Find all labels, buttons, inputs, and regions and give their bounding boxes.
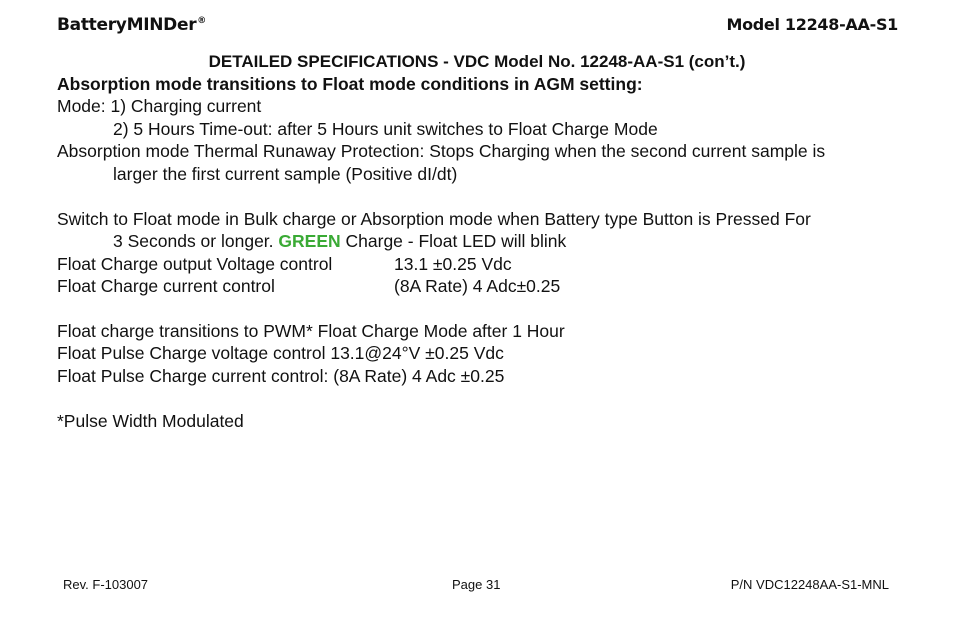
pwm-line: Float charge transitions to PWM* Float Charge Mode after 1 Hour <box>57 321 565 341</box>
page-number: Page 31 <box>452 577 501 592</box>
float-voltage-value: 13.1 ±0.25 Vdc <box>394 254 512 274</box>
page-heading: DETAILED SPECIFICATIONS - VDC Model No. 12248-AA-S1 (con’t.) <box>208 52 746 71</box>
float-voltage-label: Float Charge output Voltage control <box>57 254 333 274</box>
revision-label: Rev. F-103007 <box>63 577 149 592</box>
section-subheading: Absorption mode transitions to Float mode conditions in AGM setting: <box>57 74 643 94</box>
mode-line-2: 2) 5 Hours Time-out: after 5 Hours unit switches to Float Charge Mode <box>113 119 658 139</box>
model-number: Model 12248-AA-S1 <box>726 15 898 34</box>
thermal-line-1: Absorption mode Thermal Runaway Protection: Stops Charging when the second current sample is <box>57 141 826 161</box>
switch-line-1: Switch to Float mode in Bulk charge or Absorption mode when Battery type Button is Pressed For <box>57 209 811 229</box>
green-led-label: GREEN <box>278 231 341 251</box>
pulse-voltage-line: Float Pulse Charge voltage control 13.1@24°V ±0.25 Vdc <box>57 343 504 363</box>
thermal-line-2: larger the first current sample (Positive dI/dt) <box>113 164 458 184</box>
float-current-label: Float Charge current control <box>57 276 275 296</box>
registered-mark: ® <box>197 16 206 27</box>
part-number: P/N VDC12248AA-S1-MNL <box>730 577 889 592</box>
brand-logo <box>57 15 206 35</box>
brand-name: BatteryMINDer <box>57 15 197 35</box>
mode-line-1: Mode: 1) Charging current <box>57 96 262 116</box>
float-current-value: (8A Rate) 4 Adc±0.25 <box>394 276 561 296</box>
pulse-current-line: Float Pulse Charge current control: (8A Rate) 4 Adc ±0.25 <box>57 366 505 386</box>
switch-line-2-start: 3 Seconds or longer. <box>113 231 274 251</box>
footnote: *Pulse Width Modulated <box>57 411 244 431</box>
switch-line-2-end: Charge - Float LED will blink <box>345 231 567 251</box>
switch-line-2 <box>113 231 566 252</box>
